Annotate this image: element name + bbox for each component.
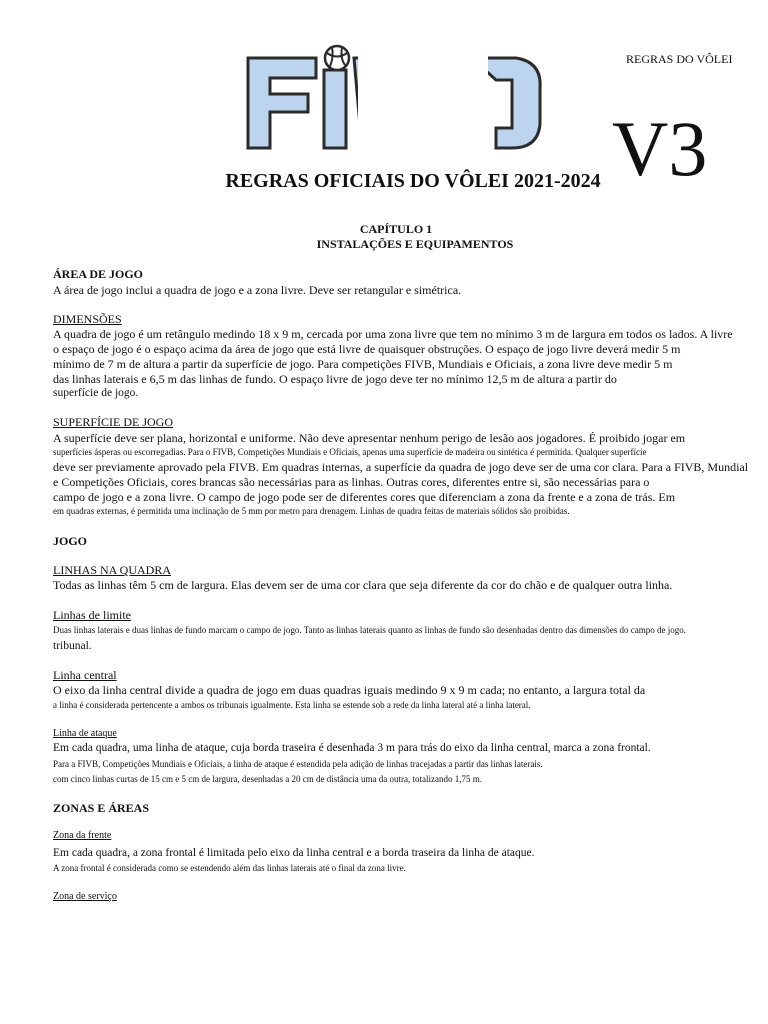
chapter-subtitle: INSTALAÇÕES E EQUIPAMENTOS [316, 237, 514, 251]
subheading-linha-de-ataque: Linha de ataque [53, 728, 117, 739]
paragraph-line: com cinco linhas curtas de 15 cm e 5 cm de largura, desenhadas a 20 cm de distância uma da outra, totalizando 1,75 m. [53, 774, 482, 784]
paragraph-line: Em cada quadra, uma linha de ataque, cuja borda traseira é desenhada 3 m para trás do eixo da linha central, marca a zona frontal. [53, 742, 651, 754]
section-heading-area-de-jogo: ÁREA DE JOGO [53, 267, 144, 281]
paragraph-line: em quadras externas, é permitida uma inclinação de 5 mm por metro para drenagem. Linhas de quadra feitas de materiais sólidos são proibidas. [53, 506, 570, 516]
subheading-zona-da-frente: Zona da frente [53, 830, 112, 841]
paragraph-line: tribunal. [53, 640, 92, 652]
section-heading-jogo: JOGO [53, 534, 88, 548]
paragraph-line: campo de jogo e a zona livre. O campo de jogo pode ser de diferentes cores que diferenciam a zona da frente e a zona de trás. Em [53, 490, 676, 504]
section-heading-linhas-na-quadra: LINHAS NA QUADRA [53, 563, 172, 577]
subheading-zona-de-servico: Zona de serviço [53, 891, 117, 902]
logo-letter-i [324, 70, 346, 148]
paragraph-line: deve ser previamente aprovado pela FIVB. Em quadras internas, a superfície da quadra de jogo deve ser de uma cor clara. Para a FIVB, Mundial [53, 460, 749, 474]
chapter-heading: CAPÍTULO 1 [359, 222, 433, 236]
header-label: REGRAS DO VÔLEI [626, 52, 733, 66]
paragraph-line: A superfície deve ser plana, horizontal e uniforme. Não deve apresentar nenhum perigo de lesão aos jogadores. É proibido jogar em [53, 431, 686, 445]
subheading-linha-central: Linha central [53, 668, 117, 682]
paragraph-linhas-na-quadra: Todas as linhas têm 5 cm de largura. Elas devem ser de uma cor clara que seja diferente da cor do chão e de qualquer outra linha. [53, 578, 673, 592]
subheading-linhas-de-limite: Linhas de limite [53, 608, 131, 622]
paragraph-line: a linha é considerada pertencente a ambos os tribunais igualmente. Esta linha se estende sob a rede da linha lateral até a linha lateral. [53, 700, 531, 710]
paragraph-line: A zona frontal é considerada como se estendendo além das linhas laterais até o final da zona livre. [53, 863, 406, 873]
fivb-logo-graphic [246, 44, 546, 152]
paragraph-line: superfícies ásperas ou escorregadias. Para o FIVB, Competições Mundiais e Oficiais, apenas uma superfície de madeira ou sintética é permitida. Qualquer superfície [53, 447, 647, 457]
paragraph-line: Em cada quadra, a zona frontal é limitada pelo eixo da linha central e a borda traseira da linha de ataque. [53, 847, 535, 859]
paragraph-line: mínimo de 7 m de altura a partir da superfície de jogo. Para competições FIVB, Mundiais e Oficiais, a zona livre deve medir 5 m [53, 357, 673, 371]
section-heading-superficie: SUPERFÍCIE DE JOGO [53, 415, 174, 429]
paragraph-line: superfície de jogo. [53, 387, 139, 399]
paragraph-line: das linhas laterais e 6,5 m das linhas de fundo. O espaço livre de jogo deve ter no mínimo 12,5 m de altura a partir do [53, 372, 617, 386]
section-heading-dimensoes: DIMENSÕES [53, 312, 122, 326]
document-title: REGRAS OFICIAIS DO VÔLEI 2021-2024 [225, 170, 601, 192]
paragraph-line: Duas linhas laterais e duas linhas de fundo marcam o campo de jogo. Tanto as linhas laterais quanto as linhas de fundo são desenhadas dentro das dimensões do campo de jogo. [53, 625, 687, 635]
logo-letter-f [248, 58, 316, 148]
paragraph-line: e Competições Oficiais, cores brancas são necessárias para as linhas. Outras cores, diferentes entre si, são necessárias para o [53, 475, 650, 489]
paragraph-line: o espaço de jogo é o espaço acima da área de jogo que está livre de quaisquer obstruções. O espaço de jogo livre deverá medir 5 m [53, 342, 681, 356]
logo-overlay-text: V3 [612, 105, 708, 192]
volleyball-icon [325, 46, 349, 70]
paragraph-area-de-jogo: A área de jogo inclui a quadra de jogo e a zona livre. Deve ser retangular e simétrica. [53, 283, 462, 297]
paragraph-line: A quadra de jogo é um retângulo medindo 18 x 9 m, cercada por uma zona livre que tem no mínimo 3 m de largura em todos os lados. A livre [53, 327, 733, 341]
paragraph-line: O eixo da linha central divide a quadra de jogo em duas quadras iguais medindo 9 x 9 m cada; no entanto, a largura total da [53, 683, 646, 697]
section-heading-zonas: ZONAS E ÁREAS [53, 801, 150, 815]
paragraph-line: Para a FIVB, Competições Mundiais e Oficiais, a linha de ataque é estendida pela adição de linhas tracejadas a partir das linhas laterais. [53, 759, 543, 769]
